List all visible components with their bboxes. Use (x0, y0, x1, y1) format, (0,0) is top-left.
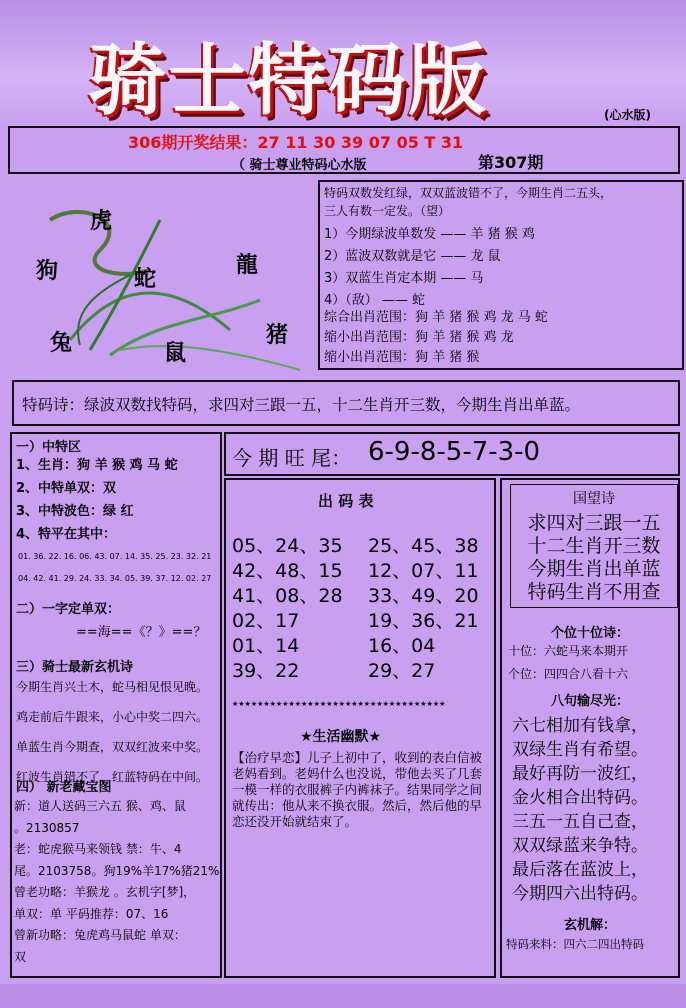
eight-line: 金火相合出特码。 (512, 788, 648, 808)
range-line: 综合出肖范围：狗 羊 猪 猴 鸡 龙 马 蛇 (324, 310, 548, 325)
guowang-lines (510, 512, 678, 604)
range-line: 缩小出肖范围：狗 羊 猪 猴 鸡 龙 (324, 330, 514, 345)
code-row: 33、49、20 (368, 585, 479, 607)
sec3-line: 今期生肖兴土木，蛇马相见恨见晚。 (16, 680, 209, 694)
sec4-line: 老：蛇虎猴马来领钱 禁：牛、4 (14, 842, 182, 856)
tips-ranges (324, 308, 680, 368)
sec4-line: 。2130857 (14, 820, 80, 835)
code-row: 41、08、28 (232, 585, 343, 607)
draw-result: 306期开奖结果：27 11 30 39 07 05 T 31 (128, 133, 464, 152)
digits-line: 十位：六蛇马来本期开 (508, 644, 629, 658)
poem-line: 特码诗：绿波双数找特码，求四对三跟一五，十二生肖开三数，今期生肖出单蓝。 (22, 396, 581, 414)
sec1-title: 一）中特区 (16, 440, 82, 455)
digits-title: 个位十位诗： (550, 626, 629, 641)
sec4-title: 四） 新老藏宝图 (16, 780, 112, 795)
code-row: 16、04 (368, 635, 436, 657)
sec1-item: 2、中特单双：双 (16, 481, 117, 496)
sec1-item: 3、中特波色：绿 红 (16, 504, 134, 519)
code-row: 19、36、21 (368, 610, 479, 632)
codes-left (232, 534, 343, 684)
humor-text: 【治疗早恋】儿子上初中了，收到的表白信被老妈看到。老妈什么也没说，带他去买了几套一模一样的衣服裤子内裤袜子。结果同学之间就传出：他从来不换衣服。然后，然后他的早恋还没开始就结束了。 (232, 750, 483, 829)
guowang-title: 国望诗 (573, 491, 615, 507)
tail-value: 6-9-8-5-7-3-0 (368, 437, 541, 467)
eight-line: 三五一五自己查， (512, 812, 648, 832)
eight-line: 双双绿蓝来争特。 (512, 836, 648, 856)
eight-line: 双绿生肖有希望。 (512, 740, 648, 760)
digits-lines (508, 640, 628, 686)
range-line: 缩小出肖范围：狗 羊 猪 猴 (324, 350, 480, 365)
issue-number: 第307期 (478, 153, 544, 172)
xuanji-title: 玄机解： (563, 918, 616, 933)
code-row: 05、24、35 (232, 535, 343, 557)
xuanji-text: 特码来料：四六二四出特码 (506, 937, 644, 951)
zodiac-dog: 狗 (36, 259, 59, 284)
sec3-lines (16, 672, 220, 792)
eight-title: 八句输尽光： (550, 694, 629, 709)
eight-lines (512, 714, 678, 906)
code-row: 29、27 (368, 660, 436, 682)
tip-item: 4）（敌） —— 蛇 (324, 293, 426, 308)
sec4-lines (14, 796, 220, 968)
sec3-line: 鸡走前后牛跟来，小心中奖二四六。 (16, 710, 209, 724)
tips-intro-line: 三人有数一定发。（望） (324, 204, 451, 218)
code-row: 01、14 (232, 635, 300, 657)
zodiac-rabbit: 兔 (50, 331, 73, 356)
number-row: 01. 36. 22. 16. 06. 43. 07. 14. 35. 25. 23. 32. 21 (18, 552, 212, 561)
code-row: 39、22 (232, 660, 300, 682)
tip-item: 2）蓝波双数就是它 —— 龙 鼠 (324, 249, 501, 264)
eight-line: 六七相加有钱拿， (512, 716, 648, 736)
sec4-line: 曾新功略：兔虎鸡马鼠蛇 单双： (14, 928, 186, 942)
eight-line: 最好再防一波红， (512, 764, 648, 784)
tips-intro-line: 特码双数发红绿，双双蓝波错不了，今期生肖二五头， (324, 186, 613, 200)
tail-title: 今 期 旺 尾： (232, 446, 352, 470)
zodiac-pig: 猪 (266, 323, 289, 348)
sec4-line: 单双：单 平码推荐：07、16 (14, 906, 169, 921)
tip-item: 1）今期绿波单数发 —— 羊 猪 猴 鸡 (324, 227, 535, 242)
zodiac-snake: 蛇 (134, 267, 157, 292)
guowang-line: 十二生肖开三数 (527, 535, 661, 557)
tips-intro (324, 184, 680, 220)
code-row: 02、17 (232, 610, 300, 632)
sec1-item: 4、特平在其中： (16, 527, 117, 542)
tips-items (324, 224, 680, 312)
sec3-line: 红波生肖错不了，红蓝特码在中间。 (16, 770, 209, 784)
sec1-item: 1、生肖：狗 羊 猴 鸡 马 蛇 (16, 458, 178, 473)
eight-line: 最后落在蓝波上， (512, 860, 648, 880)
sec2-title: 二）一字定单双： (16, 602, 121, 617)
tip-item: 3）双蓝生肖定本期 —— 马 (324, 271, 484, 286)
sec4-line: 新：道人送码三六五 猴、鸡、鼠 (14, 799, 186, 813)
sec4-line: 尾。2103758。狗19%羊17%猪21% (14, 863, 220, 878)
digits-line: 个位：四四合八看十六 (508, 667, 629, 681)
sec2-value: ==海==《？》==？ (76, 625, 207, 640)
zodiac-tiger: 虎 (90, 209, 113, 234)
star-divider: ★★★★★★★★★★★★★★★★★★★★★★★★★★★★★★★★★★ (232, 700, 446, 708)
eight-line: 今期四六出特码。 (512, 884, 648, 904)
code-row: 12、07、11 (368, 560, 479, 582)
code-row: 25、45、38 (368, 535, 479, 557)
number-row: 04. 42. 41. 29. 24. 33. 34. 05. 39. 37. 12. 02. 27 (18, 574, 212, 583)
sec3-line: 单蓝生肖今期查，双双红波来中奖。 (16, 740, 209, 754)
guowang-line: 特码生肖不用查 (527, 581, 661, 603)
edition-label: (心水版) (604, 108, 651, 122)
codes-title: 出 码 表 (318, 492, 374, 510)
sec1-list (16, 454, 178, 546)
sec4-line: 双 (14, 949, 27, 964)
guowang-line: 求四对三跟一五 (527, 512, 661, 534)
sec3-title: 三）骑士最新玄机诗 (16, 660, 134, 675)
code-row: 42、48、15 (232, 560, 343, 582)
bottom-band (0, 984, 686, 1008)
zodiac-rat: 鼠 (164, 341, 187, 366)
sec1-numbers (18, 546, 211, 590)
codes-right (368, 534, 479, 684)
sec4-line: 曾老功略：羊猴龙 。玄机字[梦]， (14, 885, 196, 899)
guowang-line: 今期生肖出单蓝 (527, 558, 661, 580)
subtitle: （ 骑士尊业特码心水版 (232, 158, 367, 173)
humor-title: ★生活幽默★ (300, 729, 382, 745)
page-title: 骑士特码版 (88, 36, 489, 126)
zodiac-dragon: 龍 (236, 253, 259, 278)
